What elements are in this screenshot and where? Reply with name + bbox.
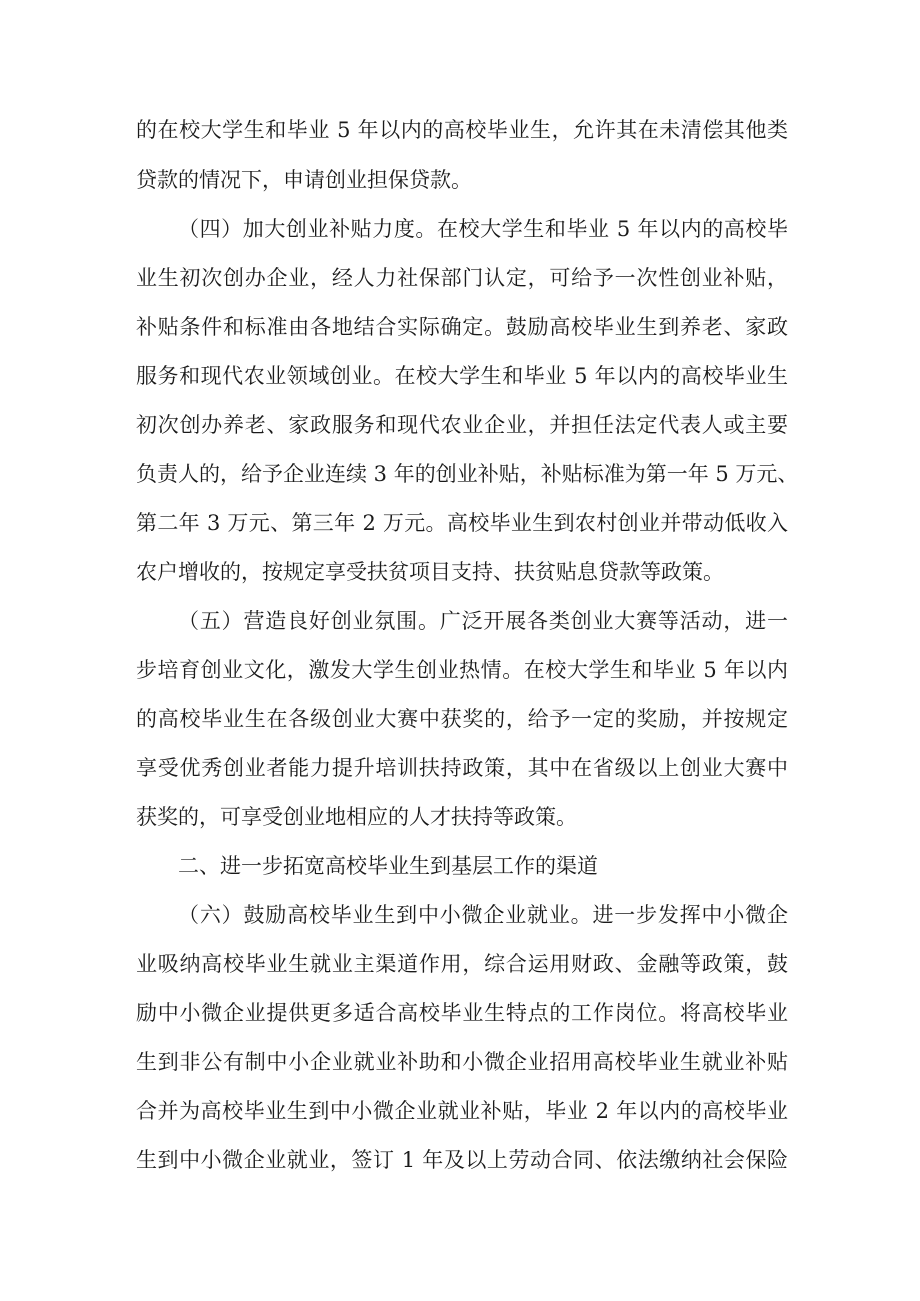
body-line: 贷款的情况下，申请创业担保贷款。 — [136, 168, 472, 192]
body-line: 步培育创业文化，激发大学生创业热情。在校大学生和毕业 5 年以内 — [136, 658, 788, 682]
body-line: 初次创办养老、家政服务和现代农业企业，并担任法定代表人或主要 — [136, 413, 788, 437]
paragraph-start-line: （四）加大创业补贴力度。在校大学生和毕业 5 年以内的高校毕 — [178, 217, 788, 241]
body-line: 业生初次创办企业，经人力社保部门认定，可给予一次性创业补贴， — [136, 266, 788, 290]
body-line: 补贴条件和标准由各地结合实际确定。鼓励高校毕业生到养老、家政 — [136, 315, 788, 339]
body-line: 业吸纳高校毕业生就业主渠道作用，综合运用财政、金融等政策，鼓 — [136, 952, 788, 976]
body-line: 合并为高校毕业生到中小微企业就业补贴，毕业 2 年以内的高校毕业 — [136, 1099, 788, 1123]
body-line: 的在校大学生和毕业 5 年以内的高校毕业生，允许其在未清偿其他类 — [136, 118, 788, 142]
body-line: 励中小微企业提供更多适合高校毕业生特点的工作岗位。将高校毕业 — [136, 1001, 788, 1025]
body-line: 生到中小微企业就业，签订 1 年及以上劳动合同、依法缴纳社会保险 — [136, 1148, 788, 1172]
body-line: 负责人的，给予企业连续 3 年的创业补贴，补贴标准为第一年 5 万元、 — [136, 462, 799, 486]
paragraph-start-line: （六）鼓励高校毕业生到中小微企业就业。进一步发挥中小微企 — [178, 903, 788, 927]
body-line: 享受优秀创业者能力提升培训扶持政策，其中在省级以上创业大赛中 — [136, 756, 788, 780]
body-line: 服务和现代农业领域创业。在校大学生和毕业 5 年以内的高校毕业生 — [136, 364, 788, 388]
paragraph-start-line: （五）营造良好创业氛围。广泛开展各类创业大赛等活动，进一 — [178, 609, 788, 633]
body-line: 的高校毕业生在各级创业大赛中获奖的，给予一定的奖励，并按规定 — [136, 707, 788, 731]
body-line: 第二年 3 万元、第三年 2 万元。高校毕业生到农村创业并带动低收入 — [136, 511, 788, 535]
body-line: 农户增收的，按规定享受扶贫项目支持、扶贫贴息贷款等政策。 — [136, 560, 724, 584]
body-line: 获奖的，可享受创业地相应的人才扶持等政策。 — [136, 805, 577, 829]
body-line: 生到非公有制中小企业就业补助和小微企业招用高校毕业生就业补贴 — [136, 1050, 788, 1074]
section-heading: 二、进一步拓宽高校毕业生到基层工作的渠道 — [178, 854, 598, 878]
